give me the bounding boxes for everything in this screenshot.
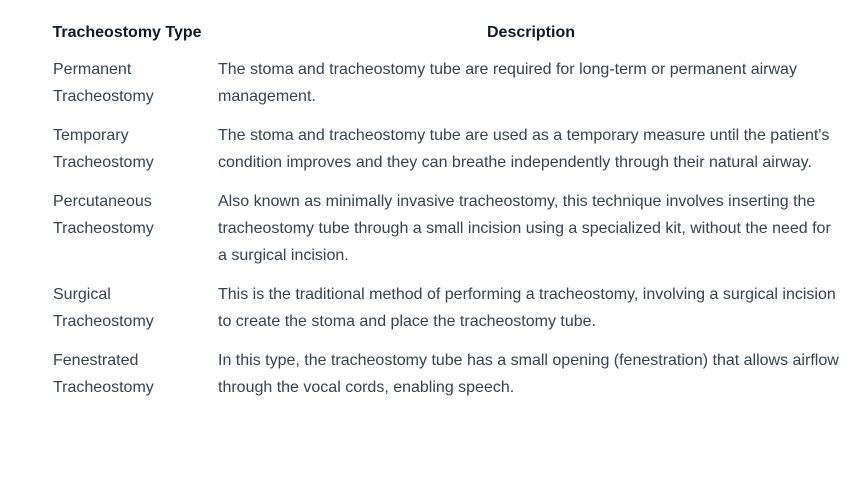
description-cell: The stoma and tracheostomy tube are required for long-term or permanent airway management. — [218, 61, 797, 105]
table-row — [36, 277, 844, 343]
column-header-type: Tracheostomy Type — [52, 24, 202, 41]
type-cell: Temporary Tracheostomy — [53, 127, 154, 171]
table-row — [36, 118, 844, 184]
header-row — [36, 19, 844, 56]
table-header — [36, 19, 844, 56]
description-cell: Also known as minimally invasive tracheostomy, this technique involves inserting the tracheostomy tube through a small incision using a specialized kit, without the need for a surgical incision. — [218, 193, 831, 264]
table-row — [36, 56, 844, 118]
column-header-description: Description — [486, 24, 575, 41]
type-cell: Fenestrated Tracheostomy — [53, 352, 154, 396]
tracheostomy-types-table — [36, 19, 844, 409]
type-cell: Surgical Tracheostomy — [53, 286, 154, 330]
table-body — [36, 56, 844, 409]
description-cell: In this type, the tracheostomy tube has a small opening (fenestration) that allows airflow through the vocal cords, enabling speech. — [218, 352, 839, 396]
type-cell: Permanent Tracheostomy — [53, 61, 154, 105]
description-cell: This is the traditional method of performing a tracheostomy, involving a surgical incision to create the stoma and place the tracheostomy tube. — [218, 286, 836, 330]
description-cell: The stoma and tracheostomy tube are used as a temporary measure until the patient's condition improves and they can breathe independently through their natural airway. — [218, 127, 830, 171]
table-row — [36, 343, 844, 409]
type-cell: Percutaneous Tracheostomy — [53, 193, 154, 237]
table-row — [36, 184, 844, 277]
